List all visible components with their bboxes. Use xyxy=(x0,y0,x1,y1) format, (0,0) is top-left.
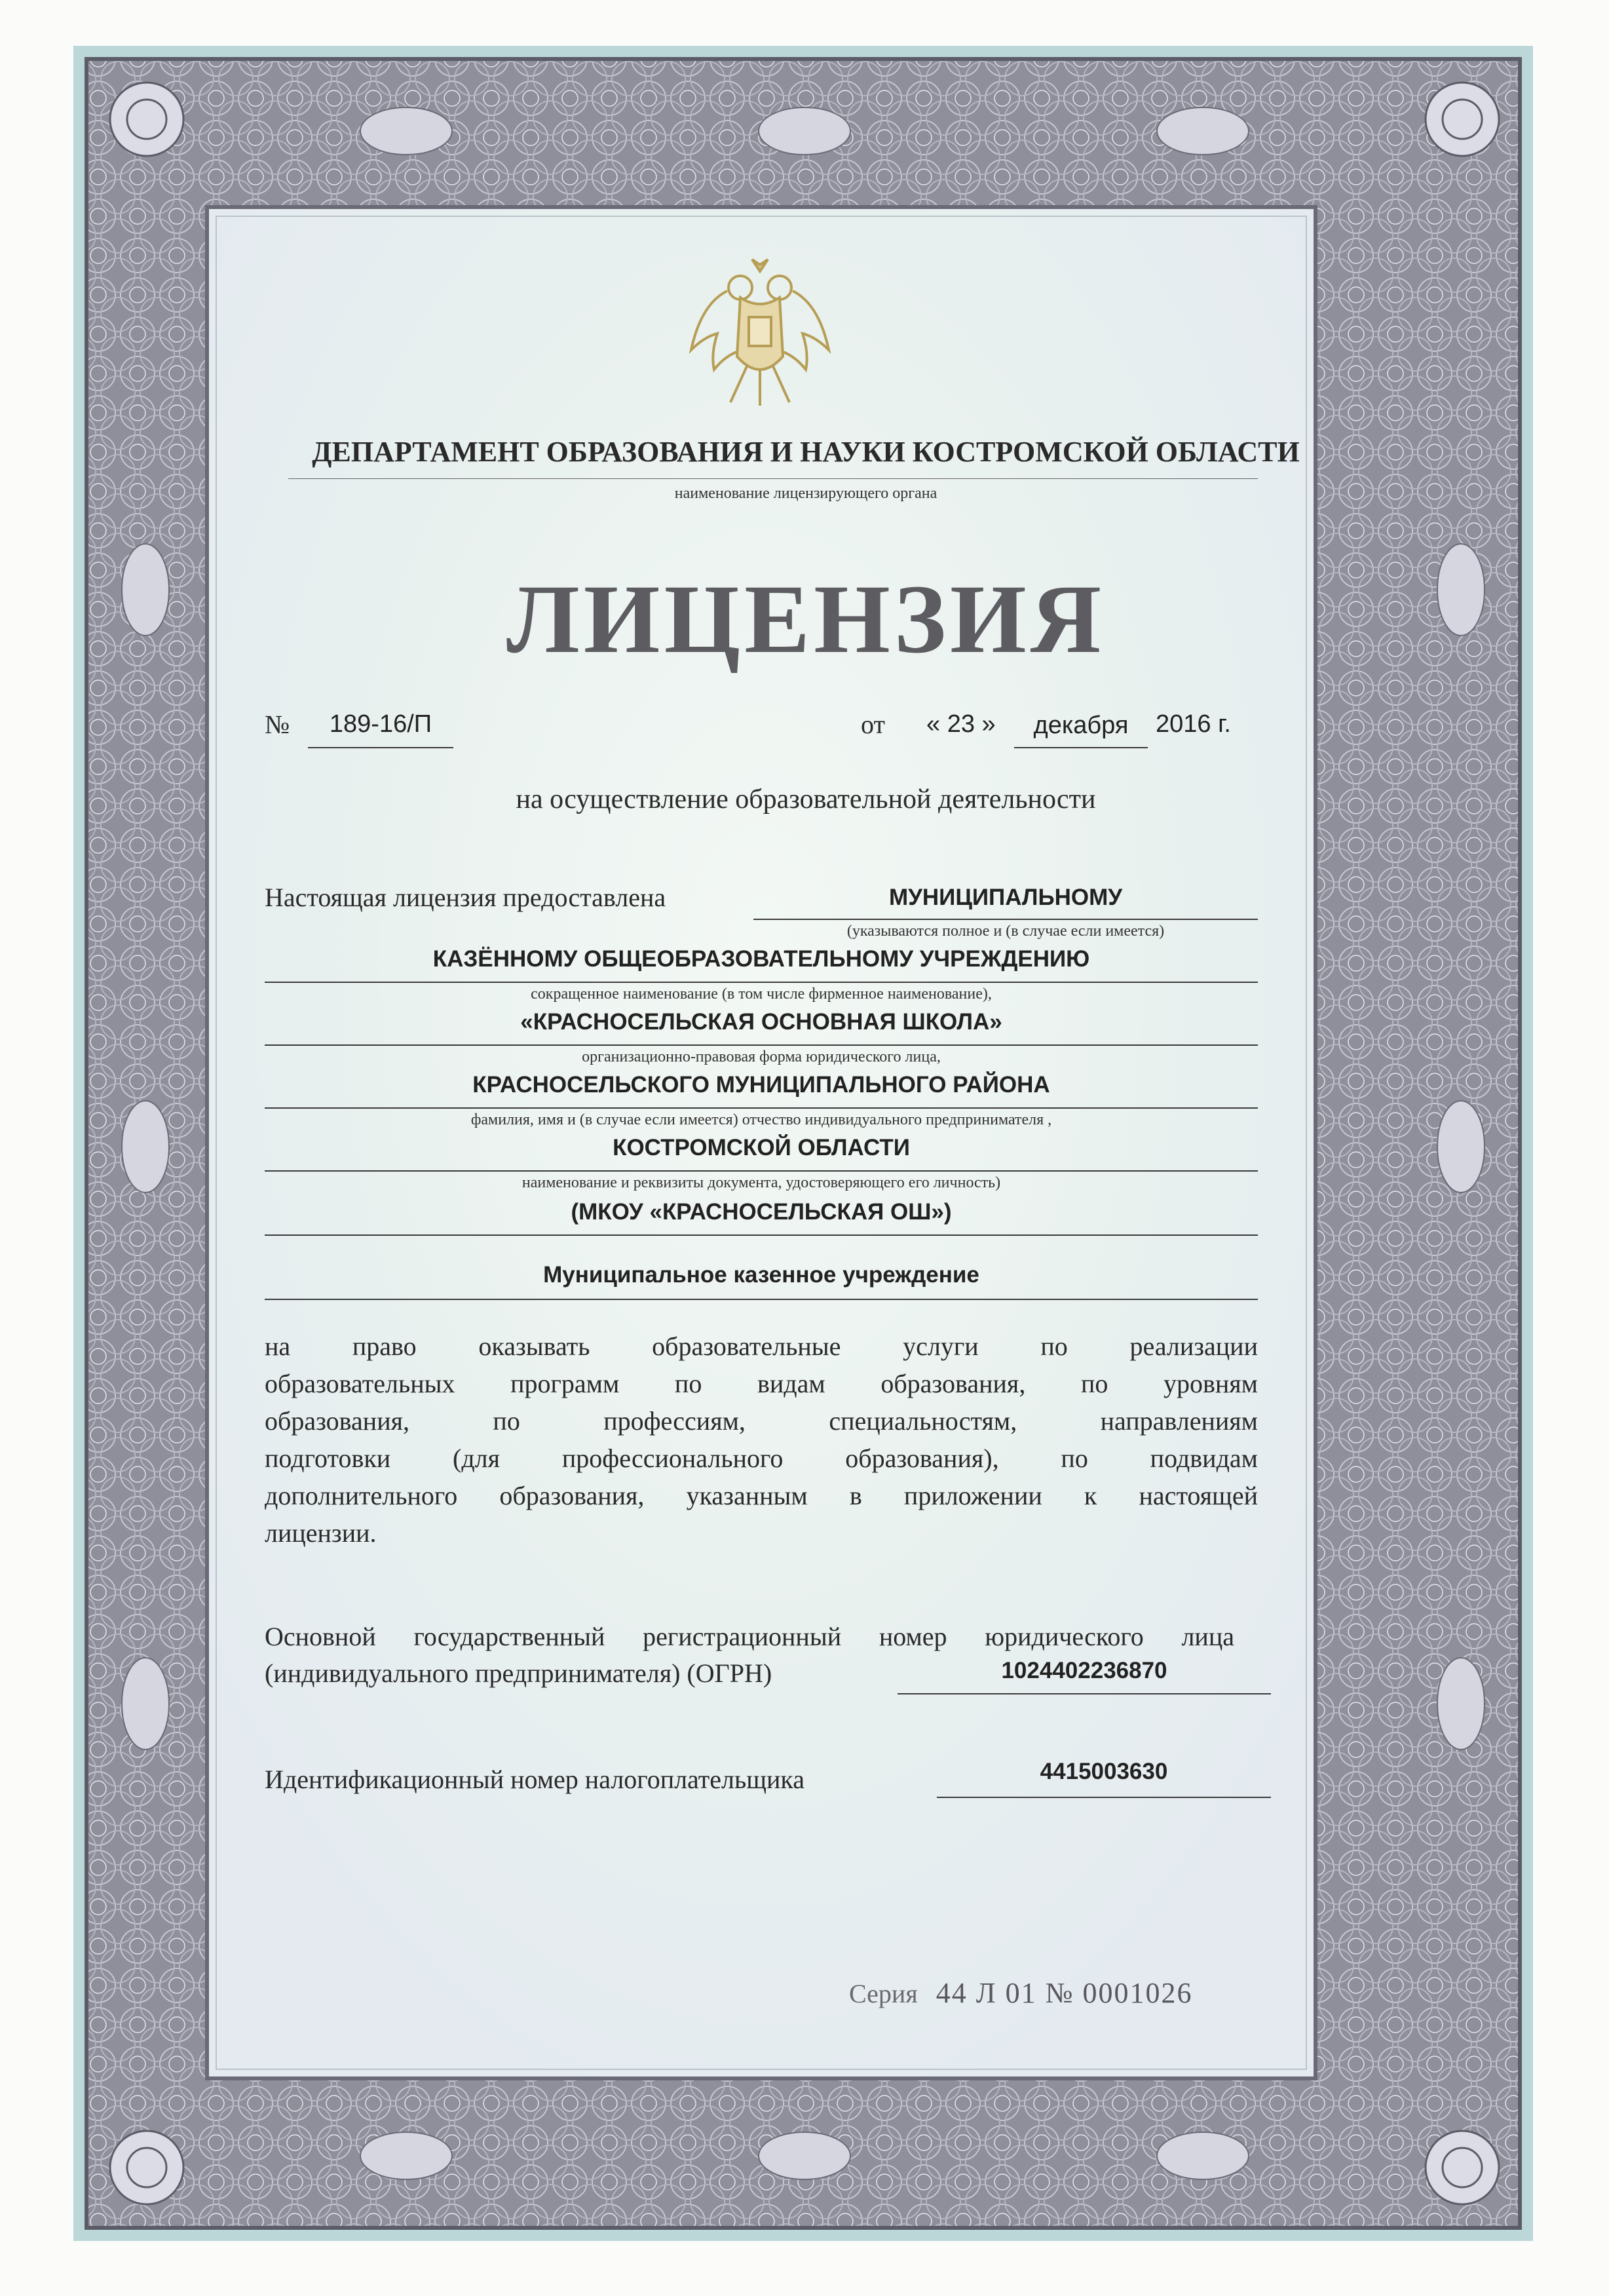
inn-value: 4415003630 xyxy=(1040,1759,1168,1784)
grantee-line-6: (МКОУ «КРАСНОСЕЛЬСКАЯ ОШ») xyxy=(571,1199,952,1225)
inn-label: Идентификационный номер налогоплательщика xyxy=(265,1765,805,1794)
grantee-caption-5: наименование и реквизиты документа, удостоверяющего его личность) xyxy=(521,1174,1001,1191)
grantee-caption-4: фамилия, имя и (в случае если имеется) отчество индивидуального предпринимателя , xyxy=(470,1111,1052,1128)
series-label: Серия xyxy=(849,1979,918,2008)
ogrn-label-2: (индивидуального предпринимателя) (ОГРН) xyxy=(265,1658,772,1688)
scope-line-5: дополнительного образования, указанным в приложении к настоящей xyxy=(265,1481,1258,1510)
license-scope xyxy=(265,1328,1258,1552)
grantee-caption-3: организационно-правовая форма юридического лица, xyxy=(582,1048,941,1065)
series-value: 44 Л 01 № 0001026 xyxy=(936,1977,1193,2009)
license-purpose: на осуществление образовательной деятельности xyxy=(516,784,1096,814)
license-number: 189-16/П xyxy=(329,710,432,738)
grantee-line-1: МУНИЦИПАЛЬНОМУ xyxy=(888,885,1123,910)
authority-name: ДЕПАРТАМЕНТ ОБРАЗОВАНИЯ И НАУКИ КОСТРОМСКОЙ ОБЛАСТИ xyxy=(312,436,1300,468)
date-day: « 23 » xyxy=(926,710,996,738)
grantee-caption-1: (указываются полное и (в случае если имеется) xyxy=(846,923,1165,940)
grantee-intro: Настоящая лицензия предоставлена xyxy=(265,883,666,912)
grantee-line-3: «КРАСНОСЕЛЬСКАЯ ОСНОВНАЯ ШКОЛА» xyxy=(520,1009,1002,1035)
grantee-line-2: КАЗЁННОМУ ОБЩЕОБРАЗОВАТЕЛЬНОМУ УЧРЕЖДЕНИЮ xyxy=(432,946,1090,972)
state-emblem-icon xyxy=(681,252,839,422)
date-prefix: от xyxy=(861,710,885,739)
grantee-caption-2: сокращенное наименование (в том числе фирменное наименование), xyxy=(531,985,992,1003)
date-month: декабря xyxy=(1033,712,1129,739)
number-prefix: № xyxy=(265,710,290,739)
ogrn-value: 1024402236870 xyxy=(1001,1658,1167,1683)
scope-line-6: лицензии. xyxy=(265,1518,377,1548)
scope-line-2: образовательных программ по видам образования, по уровням xyxy=(265,1369,1258,1398)
date-year: 2016 г. xyxy=(1156,710,1231,738)
series-block xyxy=(849,1976,1193,2010)
ogrn-label-1: Основной государственный регистрационный номер юридического лица xyxy=(265,1622,1234,1651)
scope-line-4: подготовки (для профессионального образования), по подвидам xyxy=(265,1444,1258,1473)
authority-caption: наименование лицензирующего органа xyxy=(674,485,937,502)
grantee-line-7: Муниципальное казенное учреждение xyxy=(543,1262,979,1288)
license-title: ЛИЦЕНЗИЯ xyxy=(506,565,1105,674)
grantee-line-5: КОСТРОМСКОЙ ОБЛАСТИ xyxy=(613,1135,910,1160)
scope-line-1: на право оказывать образовательные услуги по реализации xyxy=(265,1331,1258,1361)
grantee-line-4: КРАСНОСЕЛЬСКОГО МУНИЦИПАЛЬНОГО РАЙОНА xyxy=(472,1072,1050,1098)
scope-line-3: образования, по профессиям, специальностям, направлениям xyxy=(265,1406,1258,1436)
